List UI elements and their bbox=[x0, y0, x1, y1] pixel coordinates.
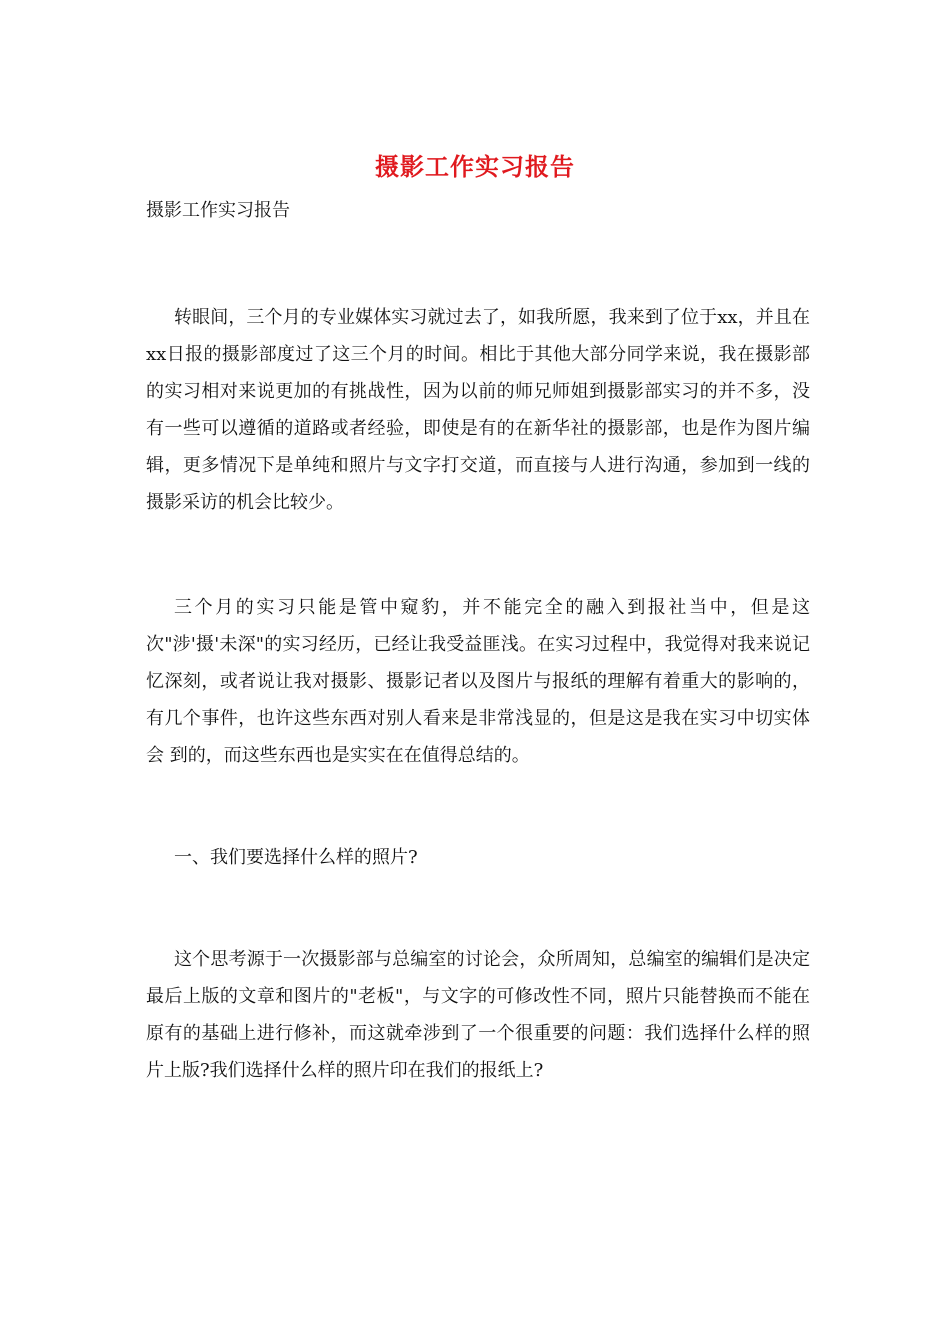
document-title: 摄影工作实习报告 bbox=[375, 152, 575, 181]
paragraph-intro: 转眼间，三个月的专业媒体实习就过去了，如我所愿，我来到了位于xx，并且在xx日报的摄影部度过了这三个月的时间。相比于其他大部分同学来说，我在摄影部的实习相对来说更加的有挑战性，因为以前的师兄师姐到摄影部实习的并不多，没有一些可以遵循的道路或者经验，即使是有的在新华社的摄影部，也是作为图片编辑，更多情况下是单纯和照片与文字打交道，而直接与人进行沟通，参加到一线的摄影采访的机会比较少。 bbox=[146, 307, 810, 513]
section-heading: 一、我们要选择什么样的照片? bbox=[174, 847, 418, 868]
paragraph-experience: 三个月的实习只能是管中窥豹，并不能完全的融入到报社当中，但是这次"涉'摄'未深"的实习经历，已经让我受益匪浅。在实习过程中，我觉得对我来说记忆深刻，或者说让我对摄影、摄影记者以及图片与报纸的理解有着重大的影响的，有几个事件，也许这些东西对别人看来是非常浅显的，但是这是我在实习中切实体会 到的，而这些东西也是实实在在值得总结的。 bbox=[146, 597, 810, 766]
paragraph-section-one: 这个思考源于一次摄影部与总编室的讨论会，众所周知，总编室的编辑们是决定最后上版的文章和图片的"老板"，与文字的可修改性不同，照片只能替换而不能在原有的基础上进行修补，而这就牵涉到了一个很重要的问题：我们选择什么样的照片上版?我们选择什么样的照片印在我们的报纸上? bbox=[146, 949, 810, 1081]
document-subtitle: 摄影工作实习报告 bbox=[146, 200, 290, 221]
